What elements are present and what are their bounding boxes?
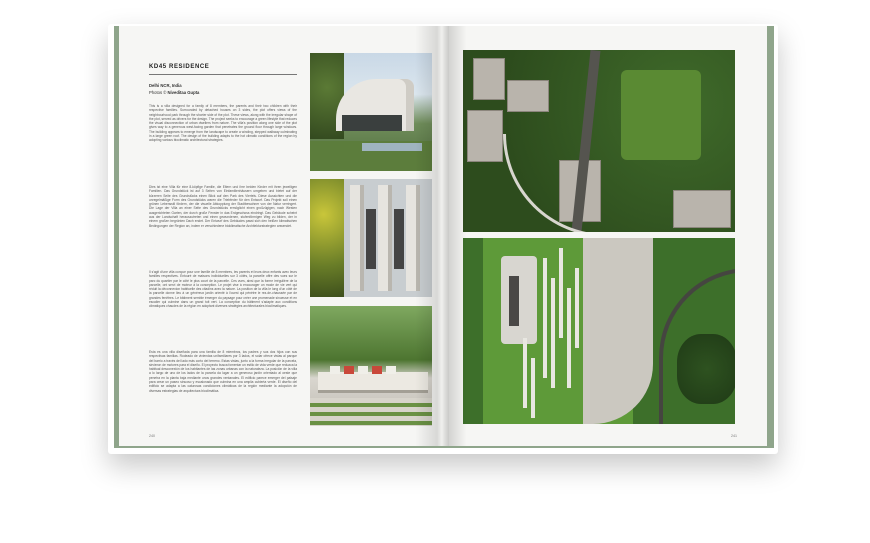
opening-shadow (394, 209, 404, 269)
paving-strip (575, 268, 579, 348)
villa-curved-facade-photo (310, 53, 432, 171)
body-text-french: Il s'agit d'une villa conçue pour une famille de 8 membres, les parents et leurs deux enfants avec leurs familles respectives. Entouré de maisons individuelles sur 3 côtés, la parcelle offre des vues sur le parc du quartier par le côté le plus court de la parcelle. Ces vues, ainsi que la forme irrégulière de la parcelle, ont servi de moteur à la conception. Le projet vise à encourager un mode de vie vert qui réduit la déconnexion habituelle des citadins avec la nature. La position de la villa le long d'un côté de la parcelle donne lieu à un généreux jardin orienté à l'ouest qui pénètre le rez-de-chaussée par de grandes fenêtres. Le bâtiment semble émerger du paysage pour créer une promenade sinueuse et en escalier qui culmine dans un grand toit vert. La conception du bâtiment s'adapte aux conditions climatiques chaudes de la région en adoptant diverses stratégies architecturales bioclimatiques. (149, 270, 297, 309)
pool-shape (362, 143, 422, 151)
body-text-english: This is a villa designed for a family of 8 members, the parents and their two children with their respective families. Surrounded by detached houses on 3 sides, the plot offers views of the neighbourhood park through the shorter side of the plot. These views, along with the irregular shape of the plot, served as drivers for the design. The project seeks to encourage a green lifestyle that reduces the visual disconnection of urban dwellers from nature. The villa's position along one side of the plot gives way to a generous west-facing garden that penetrates the ground floor through large windows. The building appears to emerge from the landscape to create a winding, stepped walkway culminating in a large green roof. The design of the building adapts to the hot climatic conditions of the region by adopting various bioclimatic architectural strategies. (149, 104, 297, 143)
paving-strip (543, 258, 547, 378)
right-page (449, 26, 767, 446)
page-number-right: 241 (731, 434, 737, 438)
path-shape (583, 238, 653, 424)
cushion-shape (386, 366, 396, 374)
wall-fin (350, 185, 364, 291)
walkway-curve (503, 134, 626, 232)
glazing-shape (342, 115, 402, 131)
photo-credit (149, 90, 199, 95)
roof-shape (473, 58, 505, 100)
page-number-left: 240 (149, 434, 155, 438)
tree-cluster (677, 334, 735, 404)
stepped-lawn-shape (310, 398, 432, 426)
cushion-shape (330, 366, 340, 374)
photographer-name: Niveditaa Gupta (167, 90, 200, 95)
roof-shape (673, 190, 731, 228)
roof-shape (467, 110, 503, 162)
left-page (119, 26, 437, 446)
paving-strip (559, 248, 563, 338)
pool-shape (509, 276, 519, 326)
cushion-shape (358, 366, 368, 374)
sofa-shape (318, 372, 428, 393)
photo-credit-prefix: Photos © (149, 90, 167, 95)
cushion-shape (372, 366, 382, 374)
paving-strip (551, 278, 555, 388)
tree-shape (310, 179, 344, 297)
paving-strip (523, 338, 527, 408)
villa-folded-wall-photo (310, 179, 432, 297)
wall-fin (406, 185, 420, 291)
page-title: KD45 RESIDENCE (149, 64, 210, 70)
paving-strip (567, 288, 571, 388)
roof-shape (507, 80, 549, 112)
terrace-shape (501, 256, 537, 344)
aerial-site-photo (463, 50, 735, 232)
wall-fin (378, 185, 392, 291)
title-divider (149, 74, 297, 75)
paving-strip (531, 358, 535, 418)
body-text-spanish: Esta es una villa diseñada para una familia de 8 miembros, los padres y sus dos hijos con sus respectivas familias. Rodeado de viviendas unifamiliares por 3 lados, el solar ofrece vistas al parque del barrio a través del lado más corto del terreno. Estas vistas, junto a la forma irregular de la parcela, sirvieron de motores para el diseño. El proyecto busca fomentar un estilo de vida verde que reduzca la habitual desconexión de los habitantes de las zonas urbanas con la naturaleza. La posición de la villa a lo largo de uno de los lados de la parcela da lugar a un generoso jardín orientado al oeste que penetra en la planta baja mediante unos grandes ventanales. El edificio parece emerger del paisaje para crear un paseo sinuoso y escalonado que culmina en una amplia cubierta verde. El diseño del edificio se adapta a las calurosas condiciones climáticas de la región mediante la adopción de diversas estrategias de arquitectura bioclimática. (149, 350, 297, 393)
body-text-german: Dies ist eine Villa für eine 8-köpfige Familie, die Eltern und ihre beiden Kinder mit ihren jeweiligen Familien. Das Grundstück ist auf 3 Seiten von Einfamilienhäusern umgeben und bietet auf der kürzeren Seite des Grundstücks einen Blick auf den Park des Viertels. Diese Aussichten und die unregelmäßige Form des Grundstücks waren die Triebfeder für den Entwurf. Das Projekt soll einen grünen Lebensstil fördern, der die visuelle Abkopplung der Stadtbewohner von der Natur verringert. Die Lage der Villa an einer Seite des Grundstücks ermöglicht einen großzügigen, nach Westen ausgerichteten Garten, der durch große Fenster in das Erdgeschoss eindringt. Das Gebäude scheint aus der Landschaft herauszutreten und einen gewundenen, stufenförmigen Weg zu bilden, der in einem großen begrünten Dach endet. Der Entwurf des Gebäudes passt sich den heißen klimatischen Bedingungen der Region an, indem er verschiedene bioklimatische Architekturstrategien anwendet. (149, 185, 297, 228)
garden-lounge-photo (310, 306, 432, 426)
lawn-shape (621, 70, 701, 160)
opening-shadow (366, 209, 376, 269)
cushion-shape (344, 366, 354, 374)
project-location: Delhi NCR, India (149, 83, 182, 88)
aerial-green-roof-photo (463, 238, 735, 424)
book-gutter (437, 26, 449, 446)
